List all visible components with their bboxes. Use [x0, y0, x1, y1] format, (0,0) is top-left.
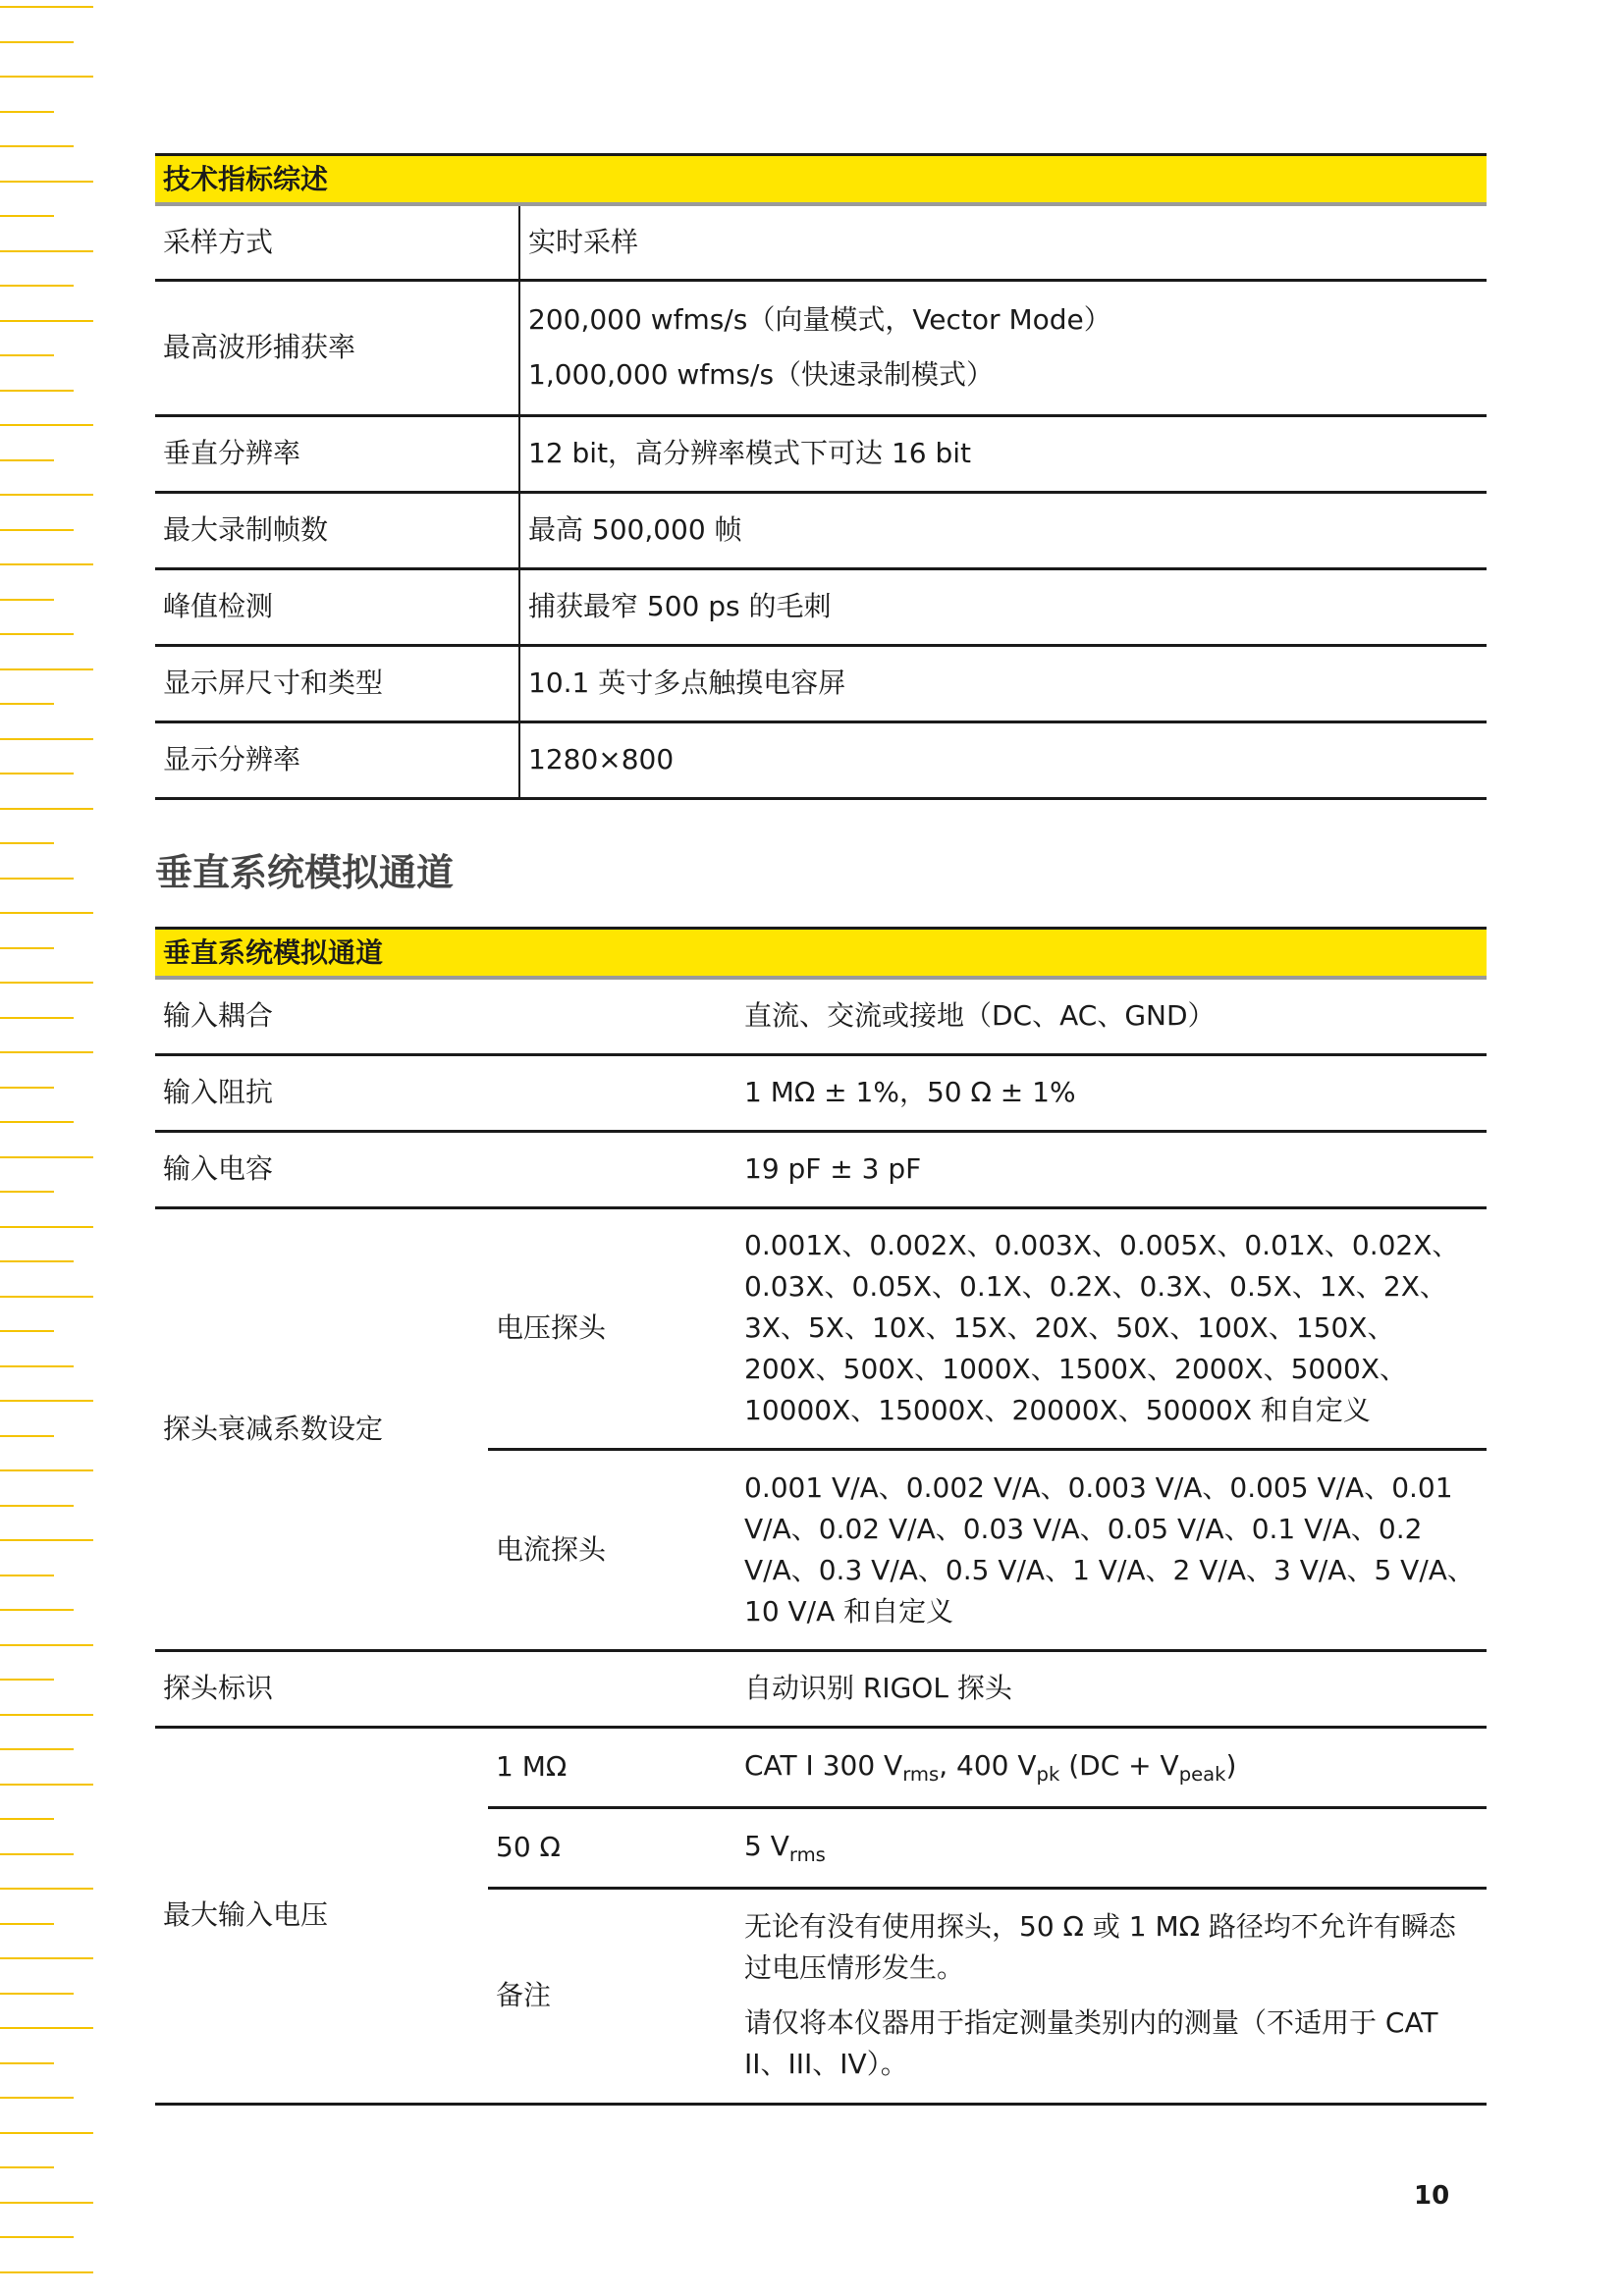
margin-stripe: [0, 76, 93, 78]
margin-stripe: [0, 215, 54, 217]
margin-stripe: [0, 982, 93, 984]
margin-stripe: [0, 1226, 93, 1228]
margin-stripe: [0, 1679, 54, 1681]
margin-stripe: [0, 390, 74, 392]
margin-stripe: [0, 529, 74, 531]
row-value: 0.001X、0.002X、0.003X、0.005X、0.01X、0.02X、0.03X、0.05X、0.1X、0.2X、0.3X、0.5X、1X、2X、3X、5X、10X、15X、20X、50X、100X、150X、200X、500X、1000X、1500X、2000X、5000X、10000X、15000X、20000X、50000X 和自定义: [736, 1207, 1487, 1449]
row-value: 1 MΩ ± 1%，50 Ω ± 1%: [736, 1054, 1487, 1131]
margin-stripe: [0, 1156, 93, 1158]
table-row: [155, 492, 1487, 568]
row-label: 探头衰减系数设定: [155, 1207, 488, 1650]
margin-stripe: [0, 494, 93, 496]
table-row: [155, 645, 1487, 721]
margin-stripe: [0, 1017, 74, 1019]
margin-stripe: [0, 1539, 93, 1541]
margin-stripe: [0, 878, 74, 880]
table-header: 技术指标综述: [155, 155, 1487, 205]
margin-stripe: [0, 2202, 93, 2204]
row-value: 最高 500,000 帧: [519, 492, 1487, 568]
margin-stripe: [0, 1435, 54, 1437]
table-row: [155, 568, 1487, 645]
row-value: [736, 1888, 1487, 2104]
row-value: 自动识别 RIGOL 探头: [736, 1650, 1487, 1727]
row-label: 最高波形捕获率: [155, 280, 519, 415]
margin-stripe: [0, 1400, 93, 1402]
margin-stripe: [0, 1087, 54, 1089]
margin-stripe: [0, 1993, 74, 1995]
sub-label: 50 Ω: [488, 1807, 736, 1888]
table-row: [155, 415, 1487, 492]
row-value: 12 bit，高分辨率模式下可达 16 bit: [519, 415, 1487, 492]
margin-stripe: [0, 1818, 54, 1820]
margin-stripe: [0, 2166, 54, 2168]
margin-stripe: [0, 285, 74, 287]
row-label: 输入耦合: [155, 978, 736, 1054]
margin-stripe: [0, 1505, 74, 1507]
margin-stripe: [0, 1609, 74, 1611]
margin-stripe: [0, 1888, 93, 1890]
page-number: 10: [1414, 2181, 1450, 2211]
row-label: 探头标识: [155, 1650, 736, 1727]
margin-stripe: [0, 424, 93, 426]
sub-label: 1 MΩ: [488, 1727, 736, 1807]
margin-stripe: [0, 947, 54, 949]
margin-stripe: [0, 181, 93, 183]
table-header: 垂直系统模拟通道: [155, 929, 1487, 979]
vertical-system-table: [155, 927, 1487, 2106]
row-label: 采样方式: [155, 204, 519, 280]
spec-overview-table: [155, 153, 1487, 800]
margin-stripe: [0, 1296, 93, 1298]
margin-stripe: [0, 1260, 74, 1262]
note-paragraph: 无论有没有使用探头，50 Ω 或 1 MΩ 路径均不允许有瞬态过电压情形发生。: [744, 1910, 1456, 1984]
note-paragraph: 请仅将本仪器用于指定测量类别内的测量（不适用于 CAT II、III、IV）。: [744, 2006, 1438, 2080]
row-value: 10.1 英寸多点触摸电容屏: [519, 645, 1487, 721]
sub-label: 备注: [488, 1888, 736, 2104]
margin-stripe: [0, 145, 74, 147]
table-row: [155, 204, 1487, 280]
margin-stripe: [0, 2027, 93, 2029]
table-row: [155, 1207, 1487, 1449]
row-value: 19 pF ± 3 pF: [736, 1131, 1487, 1207]
table-row: [155, 721, 1487, 798]
margin-stripe: [0, 599, 54, 601]
row-value: 1280×800: [519, 721, 1487, 798]
margin-stripe: [0, 250, 93, 252]
row-value: [519, 280, 1487, 415]
margin-stripe: [0, 912, 93, 914]
margin-stripe: [0, 41, 74, 43]
margin-stripe: [0, 738, 93, 740]
margin-stripe: [0, 354, 54, 356]
margin-stripe: [0, 320, 93, 322]
margin-stripe: [0, 2132, 93, 2134]
section-title: 垂直系统模拟通道: [155, 851, 455, 894]
margin-stripe: [0, 1330, 54, 1332]
margin-stripe: [0, 668, 93, 670]
margin-stripe: [0, 1714, 93, 1716]
row-value: 直流、交流或接地（DC、AC、GND）: [736, 978, 1487, 1054]
table-row: [155, 978, 1487, 1054]
margin-stripe: [0, 2236, 74, 2238]
sub-label: 电流探头: [488, 1449, 736, 1650]
decorative-margin-stripes: [0, 0, 98, 2296]
margin-stripe: [0, 1575, 54, 1576]
row-label: 最大录制帧数: [155, 492, 519, 568]
margin-stripe: [0, 1784, 93, 1786]
row-label: 输入阻抗: [155, 1054, 736, 1131]
margin-stripe: [0, 1469, 93, 1471]
margin-stripe: [0, 563, 93, 565]
row-value: 5 $V_{rms}$: [736, 1807, 1487, 1888]
margin-stripe: [0, 703, 54, 705]
margin-stripe: [0, 459, 54, 461]
margin-stripe: [0, 1853, 74, 1855]
margin-stripe: [0, 773, 74, 774]
value-line: 1,000,000 wfms/s（快速录制模式）: [528, 358, 995, 391]
row-label: 垂直分辨率: [155, 415, 519, 492]
table-row: [155, 1727, 1487, 1807]
table-row: [155, 1054, 1487, 1131]
margin-stripe: [0, 633, 74, 635]
row-label: 显示分辨率: [155, 721, 519, 798]
table-row: [155, 280, 1487, 415]
margin-stripe: [0, 1644, 93, 1646]
sub-label: 电压探头: [488, 1207, 736, 1449]
margin-stripe: [0, 2097, 74, 2099]
margin-stripe: [0, 1923, 54, 1925]
margin-stripe: [0, 2271, 93, 2273]
margin-stripe: [0, 1191, 54, 1193]
margin-stripe: [0, 1748, 74, 1750]
margin-stripe: [0, 1121, 74, 1123]
row-label: 显示屏尺寸和类型: [155, 645, 519, 721]
table-row: [155, 1131, 1487, 1207]
value-line: 200,000 wfms/s（向量模式，Vector Mode）: [528, 303, 1111, 336]
margin-stripe: [0, 2062, 54, 2064]
table-row: [155, 1650, 1487, 1727]
row-value: 捕获最窄 500 ps 的毛刺: [519, 568, 1487, 645]
margin-stripe: [0, 1051, 93, 1053]
row-label: 输入电容: [155, 1131, 736, 1207]
margin-stripe: [0, 6, 93, 8]
row-value: 0.001 V/A、0.002 V/A、0.003 V/A、0.005 V/A、0.01 V/A、0.02 V/A、0.03 V/A、0.05 V/A、0.1 V/A、0.2 V/A、0.3 V/A、0.5 V/A、1 V/A、2 V/A、3 V/A、5 V/A、10 V/A 和自定义: [736, 1449, 1487, 1650]
margin-stripe: [0, 1957, 93, 1959]
row-label: 最大输入电压: [155, 1727, 488, 2104]
row-value: 实时采样: [519, 204, 1487, 280]
margin-stripe: [0, 1365, 74, 1367]
margin-stripe: [0, 808, 93, 810]
margin-stripe: [0, 111, 54, 113]
row-value: CAT I 300 $V_{rms}$, 400 $V_{pk}$ $(DC + V_{peak})$: [736, 1727, 1487, 1807]
margin-stripe: [0, 842, 54, 844]
row-label: 峰值检测: [155, 568, 519, 645]
